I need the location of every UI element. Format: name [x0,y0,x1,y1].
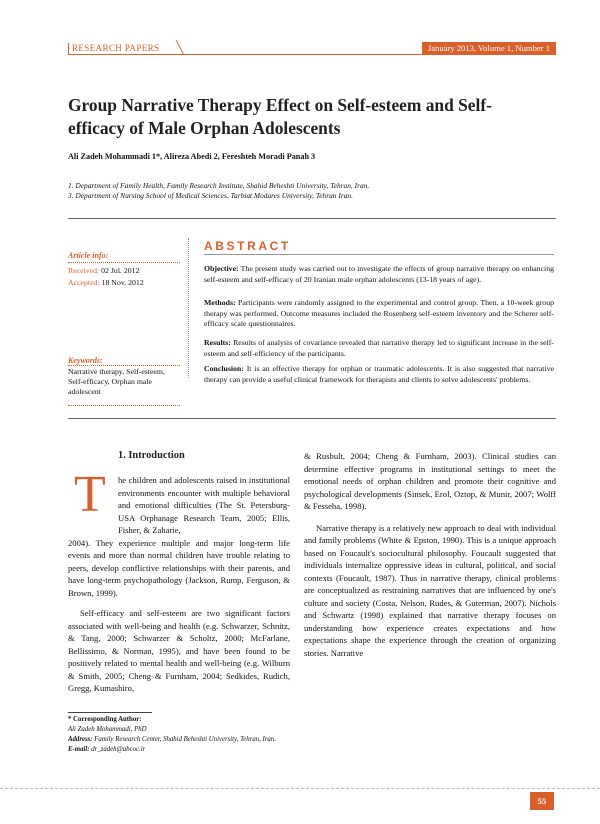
received-label: Received: [68,266,100,275]
intro-para4: Narrative therapy is a relatively new approach to deal with individual and family problems (White & Epston, 1990). This is a unique approach based on Foucault's sociocultural philosophy. Foucault suggested that individuals internalize oppressive ideas in cultural, political, and social contexts (Foucault, 1987). Thus in narrative therapy, clinical problems are conceptualized as restraining narratives that are influenced by one's culture and society (Costa, Nelson, Rudes, & Guterman, 2007). Nichols and Schwartz (1998) explained that narrative therapy focuses on understanding how experience creates expectations and how expectations shape the experience through the creation of organizing stories. Narrative [304,522,556,658]
header-section-label: RESEARCH PAPERS [72,43,160,53]
intro-para2: Self-efficacy and self-esteem are two significant factors associated with well-being and health (e.g. Schwarzer, Schnitz, & Tang, 2000; Schwarzer & Scholtz, 2000; McFarlane, Bellissimo, & Norman, 1995), and have been found to be positively related to mental health and well-being (e.g. Wilburn & Smith, 2005; Cheng & Furnham, 2004; Sedkides, Rudich, Gregg, Kumashiro, [68,608,290,693]
title-divider [68,218,556,219]
conclusion-text: It is an effective therapy for orphan or traumatic adolescents. It is also suggested that narrative therapy can provide a useful clinical framework for therapists and clients to solve adolescents' problems. [204,364,554,384]
intro-para1-opening: he children and adolescents raised in institutional environments encounter with multiple behavioral and emotional difficulties (The St. Petersburg-USA Orphanage Research Team, 2005; Ellis, Fisher, & Zaharie, [118,475,290,535]
header-issue: January 2013, Volume 1, Number 1 [422,42,556,55]
affiliation-3: 3. Department of Nursing School of Medical Sciences, Tarbiat Modares University, Tehran Iran. [68,191,353,200]
corresponding-name: Ali Zadeh Mohammadi, PhD [68,726,147,733]
abstract-heading-rule [204,254,554,255]
email-text: dr_zadeh@abcoc.ir [91,746,146,753]
abstract-objective [204,264,554,285]
corresponding-label: * Corresponding Author: [68,716,142,723]
abstract-bottom-rule [68,418,556,419]
footer-divider [0,788,600,789]
intro-para3: & Rusbult, 2004; Cheng & Furnham, 2003). Clinical studies can determine effective programs in institutional settings to meet the emotional needs of orphan children and promote their cognitive and psychological developments (Sinsek, Erol, Oztop, & Munir, 2007; Wolff & Fesseha, 1998). [304,451,556,511]
corresponding-address [68,736,276,743]
section-title-introduction: 1. Introduction [118,450,185,461]
keywords-text: Narrative therapy, Self-esteem, Self-efficacy, Orphan male adolescent [68,367,165,396]
accepted-value: 18 Nov. 2012 [101,278,144,287]
article-info-divider [68,262,180,263]
results-text: Results of analysis of covariance revealed that narrative therapy led to significant increase in the self-esteem and self-efficiency of the participants. [204,338,554,358]
accepted-label: Accepted: [68,278,100,287]
affiliation-1: 1. Department of Family Health, Family Research Institute, Shahid Beheshti University, Tehran, Iran. [68,181,370,190]
abstract-results [204,338,554,359]
abstract-heading: ABSTRACT [204,239,291,253]
objective-text: The present study was carried out to investigate the effects of group narrative therapy on enhancing self-esteem and self-efficacy of 20 Iranian male orphan adolescents (13-18 years of age). [204,264,554,284]
keywords-bottom-divider [68,405,180,406]
received-value: 02 Jul. 2012 [101,266,140,275]
methods-text: Participants were randomly assigned to the experimental and control group. Then, a 10-week group therapy was performed. Outcome measures included the Rosenberg self-esteem inventory and the Scherer self-efficacy scale questionnaires. [204,298,555,329]
keywords-divider [68,365,180,366]
keywords-label: Keywords: [68,356,103,365]
header-slash-icon: ╲ [176,40,184,54]
objective-label: Objective: [204,264,239,273]
abstract-conclusion [204,364,554,385]
corresponding-email [68,746,145,753]
article-info-label: Article info: [68,251,109,260]
address-label: Address: [68,736,93,743]
methods-label: Methods: [204,298,236,307]
drop-cap: T [74,466,106,523]
conclusion-label: Conclusion: [204,364,244,373]
body-left-column [68,474,290,695]
footnote-rule [68,712,152,713]
accepted-date [68,278,144,287]
received-date [68,266,139,275]
results-label: Results: [204,338,231,347]
body-right-column [304,450,556,659]
address-text: Family Research Center, Shahid Beheshti University, Tehran, Iran. [94,736,276,743]
abstract-side-divider [188,238,189,378]
abstract-methods [204,298,554,330]
authors: Ali Zadeh Mohammadi 1*, Alireza Abedi 2, Fereshteh Moradi Panah 3 [68,152,316,161]
intro-para1-rest: 2004). They experience multiple and major long-term life events and more than normal children have trouble relating to peers, develop conflictive relationships with their parents, and have long-term psychopathology (Jackson, Rump, Ferguson, & Brown, 1999). [68,537,290,598]
page-number: 55 [530,792,554,810]
email-label: E-mail: [68,746,90,753]
paper-title: Group Narrative Therapy Effect on Self-esteem and Self-efficacy of Male Orphan Adolescents [68,95,492,138]
